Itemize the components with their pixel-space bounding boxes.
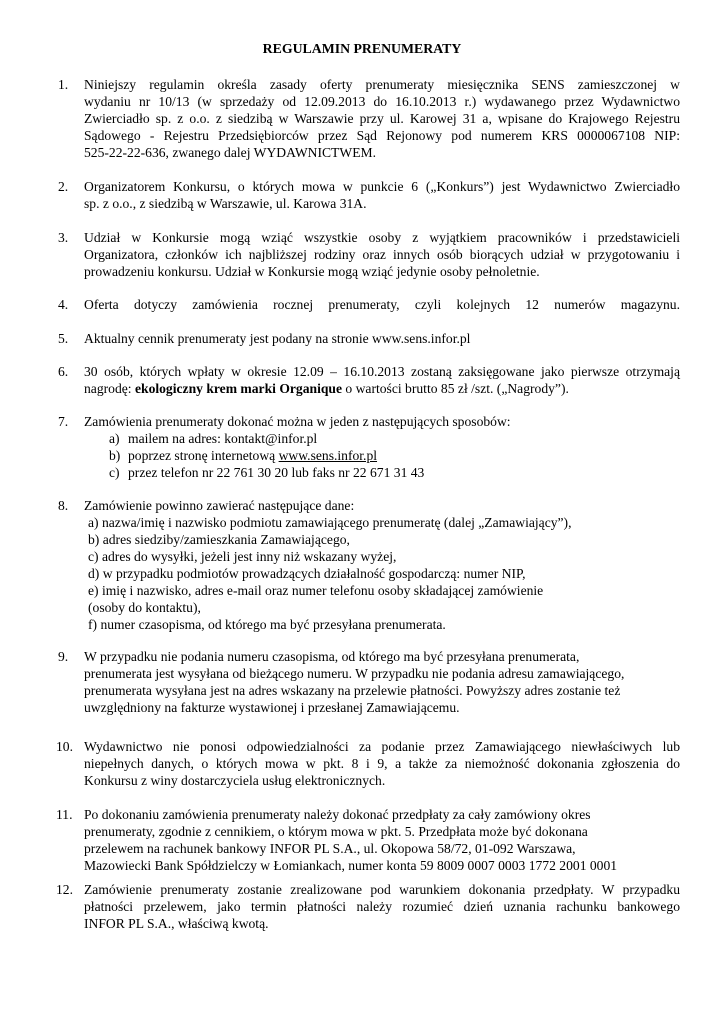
clause-line: uwzględniony na fakturze wystawionej i przesłanej Zamawiającemu.	[84, 700, 460, 715]
clause-3	[58, 229, 680, 280]
clause-4	[58, 296, 680, 313]
clause-line: 30 osób, których wpłaty w okresie 12.09 – 16.10.2013 zostaną zaksięgowane jako pierwsze otrzymają	[84, 364, 680, 379]
list-item: d) w przypadku podmiotów prowadzących działalność gospodarczą: numer NIP,	[88, 566, 526, 581]
clause-line: Zamówienie powinno zawierać następujące dane:	[84, 498, 355, 513]
clause-2	[58, 178, 680, 212]
list-item: c) adres do wysyłki, jeżeli jest inny niż wskazany wyżej,	[88, 549, 397, 564]
sub-text: mailem na adres: kontakt@infor.pl	[128, 431, 318, 446]
list-item: (osoby do kontaktu),	[88, 600, 201, 615]
clause-line: 525-22-22-636, zwanego dalej WYDAWNICTWEM.	[84, 145, 376, 160]
clause-9	[58, 648, 680, 716]
sub-letter: a)	[109, 431, 120, 446]
clause-number: 3.	[58, 230, 69, 245]
clause-line: Zwierciadło sp. z o.o. z siedzibą w Warszawie przy ul. Karowej 31 a, wpisane do Krajowego Rejestru	[84, 111, 680, 126]
sub-letter: c)	[109, 465, 120, 480]
clause-8	[58, 497, 680, 633]
clause-number: 5.	[58, 331, 69, 346]
clause-text: o wartości brutto 85 zł /szt. („Nagrody”).	[342, 381, 569, 396]
list-item: b) adres siedziby/zamieszkania Zamawiającego,	[88, 532, 350, 547]
clause-line: Zamówienie prenumeraty zostanie zrealizowane pod warunkiem dokonania przedpłaty. W przypadku	[84, 882, 680, 897]
clause-line: Oferta dotyczy zamówienia rocznej prenumeraty, czyli kolejnych 12 numerów magazynu.	[84, 297, 680, 312]
order-method-website	[84, 447, 680, 464]
sub-letter: b)	[109, 448, 121, 463]
clause-line: Organizatora, członków ich najbliższej rodziny oraz innych osób biorących udział w przygotowaniu i	[84, 247, 680, 262]
clause-line: płatności przelewem, jako termin płatności należy rozumieć dzień uznania rachunku bankowego	[84, 899, 680, 914]
clause-line: Niniejszy regulamin określa zasady oferty prenumeraty miesięcznika SENS zamieszczonej w	[84, 77, 680, 92]
prize-name: ekologiczny krem marki Organique	[134, 381, 343, 396]
clause-number: 12.	[56, 882, 73, 897]
clause-number: 11.	[56, 807, 73, 822]
clause-5	[58, 330, 680, 347]
clause-line: Mazowiecki Bank Spółdzielczy w Łomiankach, numer konta 59 8009 0007 0003 1772 2001 0001	[84, 858, 618, 873]
clause-line: wydaniu nr 10/13 (w sprzedaży od 12.09.2013 do 16.10.2013 r.) wydawanego przez Wydawnictwo	[84, 94, 680, 109]
sub-text: przez telefon nr 22 761 30 20 lub faks nr 22 671 31 43	[128, 465, 425, 480]
clause-number: 2.	[58, 179, 69, 194]
clause-number: 8.	[58, 498, 69, 513]
sub-text: poprzez stronę internetową	[128, 448, 279, 463]
list-item: a) nazwa/imię i nazwisko podmiotu zamawiającego prenumeratę (dalej „Zamawiający”),	[88, 515, 572, 530]
clause-line: Sądowego - Rejestru Przedsiębiorców przez Sąd Rejonowy pod numerem KRS 0000067108 NIP:	[84, 128, 680, 143]
order-method-email	[84, 430, 680, 447]
order-method-phone	[84, 464, 680, 481]
clause-11	[58, 806, 680, 874]
clause-line: sp. z o.o., z siedzibą w Warszawie, ul. Karowa 31A.	[84, 196, 367, 211]
clause-line: INFOR PL S.A., właściwą kwotą.	[84, 916, 269, 931]
clause-line: W przypadku nie podania numeru czasopisma, od którego ma być przesyłana prenumerata,	[84, 649, 580, 664]
clause-number: 4.	[58, 297, 69, 312]
clause-line	[84, 380, 680, 397]
clause-line: Zamówienia prenumeraty dokonać można w jeden z następujących sposobów:	[84, 414, 511, 429]
clause-10	[58, 738, 680, 789]
list-item: f) numer czasopisma, od którego ma być przesyłana prenumerata.	[88, 617, 446, 632]
clause-line: Konkursu z winy dostarczyciela usług elektronicznych.	[84, 773, 386, 788]
clause-number: 9.	[58, 649, 69, 664]
clause-line: prenumerata wysyłana jest na adres wskazany na przelewie płatności. Powyższy adres zostanie też	[84, 683, 621, 698]
website-link[interactable]: www.sens.infor.pl	[278, 448, 378, 463]
clause-number: 1.	[58, 77, 69, 92]
clause-number: 7.	[58, 414, 69, 429]
clause-line: Aktualny cennik prenumeraty jest podany na stronie www.sens.infor.pl	[84, 331, 471, 346]
clause-6	[58, 363, 680, 397]
clause-line: prowadzeniu konkursu. Udział w Konkursie mogą wziąć jedynie osoby pełnoletnie.	[84, 264, 540, 279]
document-title: REGULAMIN PRENUMERATY	[262, 41, 462, 56]
clause-line: Organizatorem Konkursu, o których mowa w punkcie 6 („Konkurs”) jest Wydawnictwo Zwierciadło	[84, 179, 680, 194]
clause-number: 6.	[58, 364, 69, 379]
clause-12	[58, 881, 680, 932]
clause-line: przelewem na rachunek bankowy INFOR PL S.A., ul. Okopowa 58/72, 01-092 Warszawa,	[84, 841, 576, 856]
clause-line: Wydawnictwo nie ponosi odpowiedzialności za podanie przez Zamawiającego niewłaściwych lub	[84, 739, 680, 754]
clause-text: nagrodę:	[84, 381, 135, 396]
clause-1	[58, 76, 680, 161]
clause-line: Udział w Konkursie mogą wziąć wszystkie osoby z wyjątkiem pracowników i przedstawicieli	[84, 230, 680, 245]
clause-line: prenumerata jest wysyłana od bieżącego numeru. W przypadku nie podania adresu zamawiającego,	[84, 666, 625, 681]
clause-line: Po dokonaniu zamówienia prenumeraty należy dokonać przedpłaty za cały zamówiony okres	[84, 807, 591, 822]
clause-line: niepełnych danych, o których mowa w pkt. 8 i 9, a także za niemożność dokonania zgłoszenia do	[84, 756, 680, 771]
clause-7	[58, 413, 680, 481]
clause-number: 10.	[56, 739, 73, 754]
list-item: e) imię i nazwisko, adres e-mail oraz numer telefonu osoby składającej zamówienie	[88, 583, 544, 598]
clause-line: prenumeraty, zgodnie z cennikiem, o którym mowa w pkt. 5. Przedpłata może być dokonana	[84, 824, 588, 839]
